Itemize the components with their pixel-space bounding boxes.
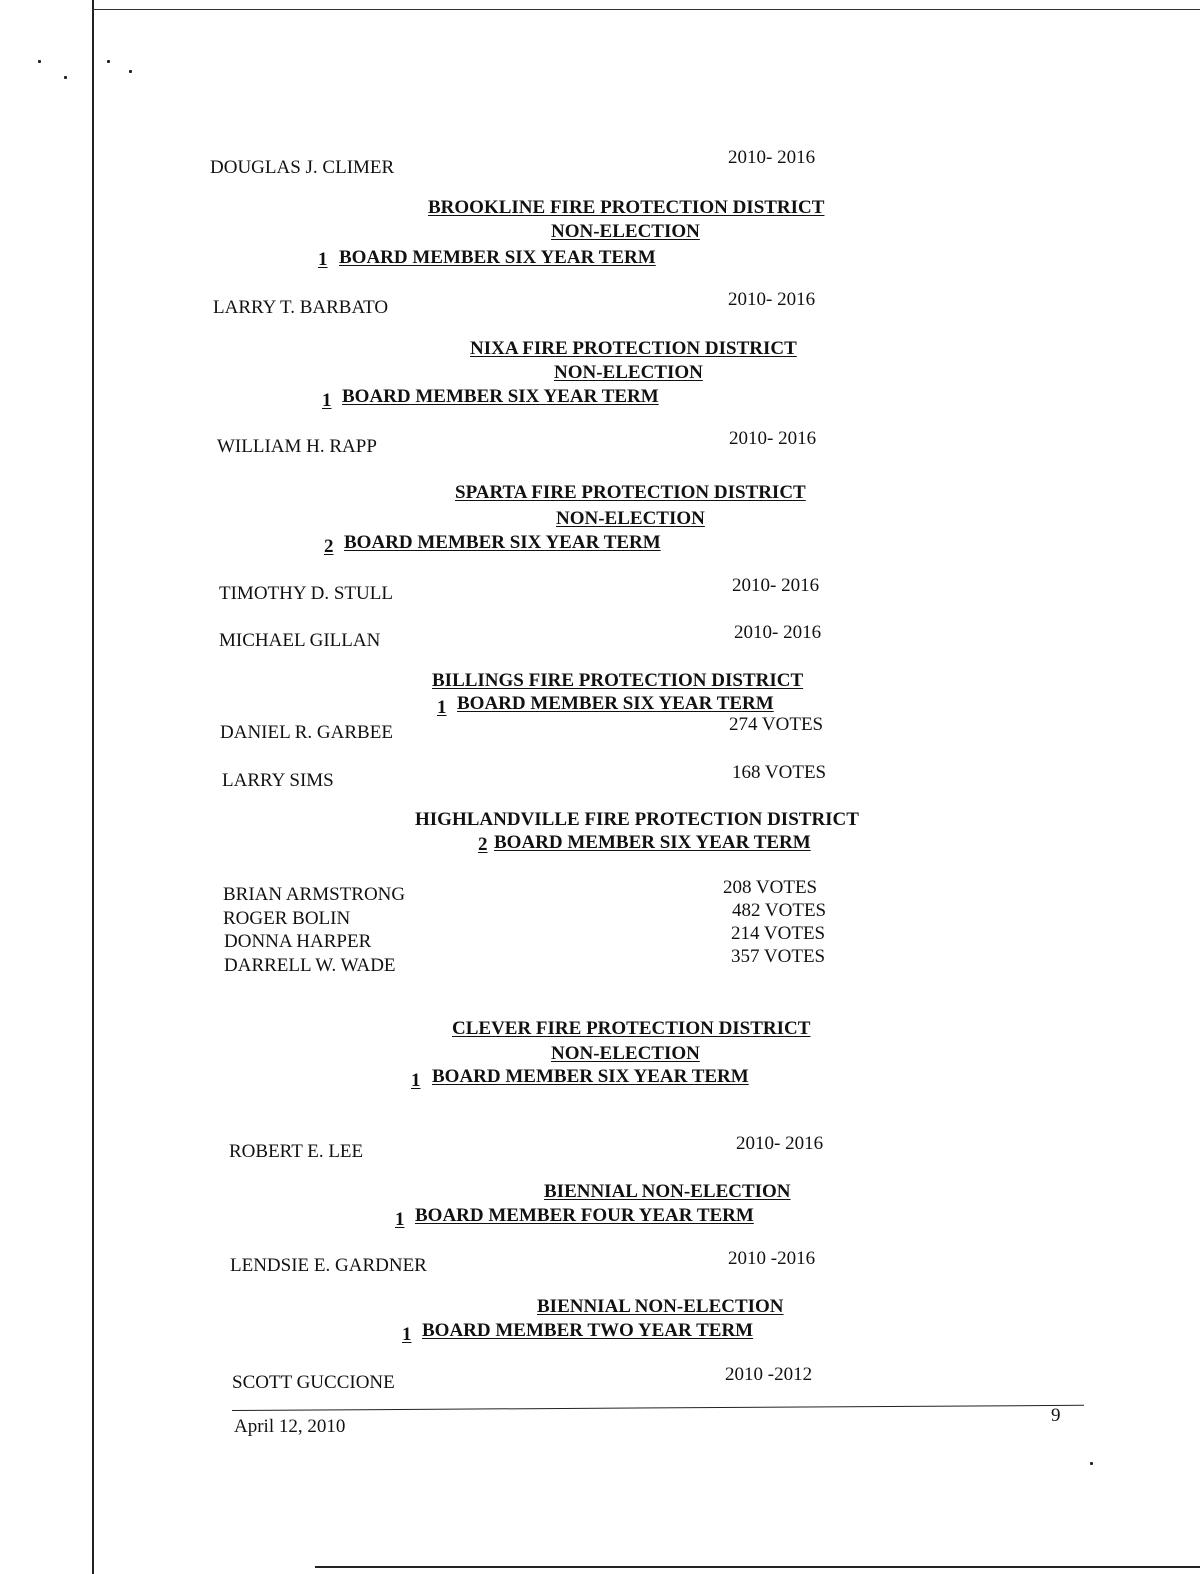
term-years: 2010- 2016 — [734, 622, 822, 643]
seat-count: 2 — [324, 536, 334, 557]
term-heading: BOARD MEMBER FOUR YEAR TERM — [415, 1205, 754, 1226]
vote-count: 274 VOTES — [729, 714, 824, 735]
candidate-name: LARRY SIMS — [222, 770, 334, 791]
district-heading: HIGHLANDVILLE FIRE PROTECTION DISTRICT — [415, 809, 859, 830]
term-years: 2010- 2016 — [728, 289, 816, 310]
term-years: 2010- 2016 — [736, 1133, 824, 1154]
term-years: 2010 -2016 — [728, 1248, 816, 1269]
page-number: 9 — [1051, 1405, 1061, 1426]
vote-count: 482 VOTES — [732, 900, 827, 921]
election-type: NON-ELECTION — [556, 508, 705, 529]
election-type: NON-ELECTION — [551, 1043, 700, 1064]
term-years: 2010- 2016 — [732, 575, 820, 596]
top-edge-line — [92, 9, 1200, 10]
scan-speck — [1090, 1462, 1093, 1465]
left-margin-line — [92, 0, 94, 1574]
vote-count: 168 VOTES — [732, 762, 827, 783]
candidate-name: DONNA HARPER — [224, 931, 372, 952]
seat-count: 1 — [437, 697, 447, 718]
candidate-name: SCOTT GUCCIONE — [232, 1372, 395, 1393]
footer-rule — [232, 1405, 1084, 1411]
candidate-name: ROGER BOLIN — [223, 908, 351, 929]
scan-speck — [129, 70, 132, 73]
scan-speck — [38, 60, 41, 63]
candidate-name: TIMOTHY D. STULL — [219, 583, 393, 604]
term-heading: BOARD MEMBER SIX YEAR TERM — [344, 532, 661, 553]
election-type: NON-ELECTION — [554, 362, 703, 383]
term-heading: BOARD MEMBER SIX YEAR TERM — [342, 386, 659, 407]
district-heading: BROOKLINE FIRE PROTECTION DISTRICT — [428, 197, 825, 218]
candidate-name: MICHAEL GILLAN — [219, 630, 381, 651]
vote-count: 214 VOTES — [731, 923, 826, 944]
scan-speck — [107, 60, 110, 63]
vote-count: 357 VOTES — [731, 946, 826, 967]
seat-count: 1 — [402, 1324, 412, 1345]
candidate-name: DANIEL R. GARBEE — [220, 722, 393, 743]
term-years: 2010- 2016 — [728, 147, 816, 168]
bottom-edge-line — [315, 1566, 1200, 1568]
district-heading: BIENNIAL NON-ELECTION — [537, 1296, 784, 1317]
term-heading: BOARD MEMBER SIX YEAR TERM — [457, 693, 774, 714]
candidate-name: LARRY T. BARBATO — [213, 297, 389, 318]
candidate-name: DOUGLAS J. CLIMER — [210, 157, 395, 178]
term-heading: BOARD MEMBER TWO YEAR TERM — [422, 1320, 754, 1341]
seat-count: 1 — [322, 390, 332, 411]
term-years: 2010- 2016 — [729, 428, 817, 449]
candidate-name: WILLIAM H. RAPP — [217, 436, 377, 457]
footer-date: April 12, 2010 — [234, 1416, 346, 1437]
vote-count: 208 VOTES — [723, 877, 818, 898]
seat-count: 1 — [411, 1070, 421, 1091]
scan-speck — [64, 76, 67, 79]
term-heading: BOARD MEMBER SIX YEAR TERM — [432, 1066, 749, 1087]
district-heading: CLEVER FIRE PROTECTION DISTRICT — [452, 1018, 811, 1039]
seat-count: 2 — [478, 834, 488, 855]
candidate-name: ROBERT E. LEE — [229, 1141, 364, 1162]
candidate-name: BRIAN ARMSTRONG — [223, 884, 406, 905]
election-type: NON-ELECTION — [551, 221, 700, 242]
seat-count: 1 — [318, 249, 328, 270]
term-heading: BOARD MEMBER SIX YEAR TERM — [339, 247, 656, 268]
district-heading: BIENNIAL NON-ELECTION — [544, 1181, 791, 1202]
district-heading: SPARTA FIRE PROTECTION DISTRICT — [455, 482, 806, 503]
candidate-name: LENDSIE E. GARDNER — [230, 1255, 427, 1276]
term-heading: BOARD MEMBER SIX YEAR TERM — [494, 832, 811, 853]
term-years: 2010 -2012 — [725, 1364, 813, 1385]
seat-count: 1 — [395, 1209, 405, 1230]
district-heading: NIXA FIRE PROTECTION DISTRICT — [470, 338, 797, 359]
candidate-name: DARRELL W. WADE — [224, 955, 396, 976]
district-heading: BILLINGS FIRE PROTECTION DISTRICT — [432, 670, 804, 691]
